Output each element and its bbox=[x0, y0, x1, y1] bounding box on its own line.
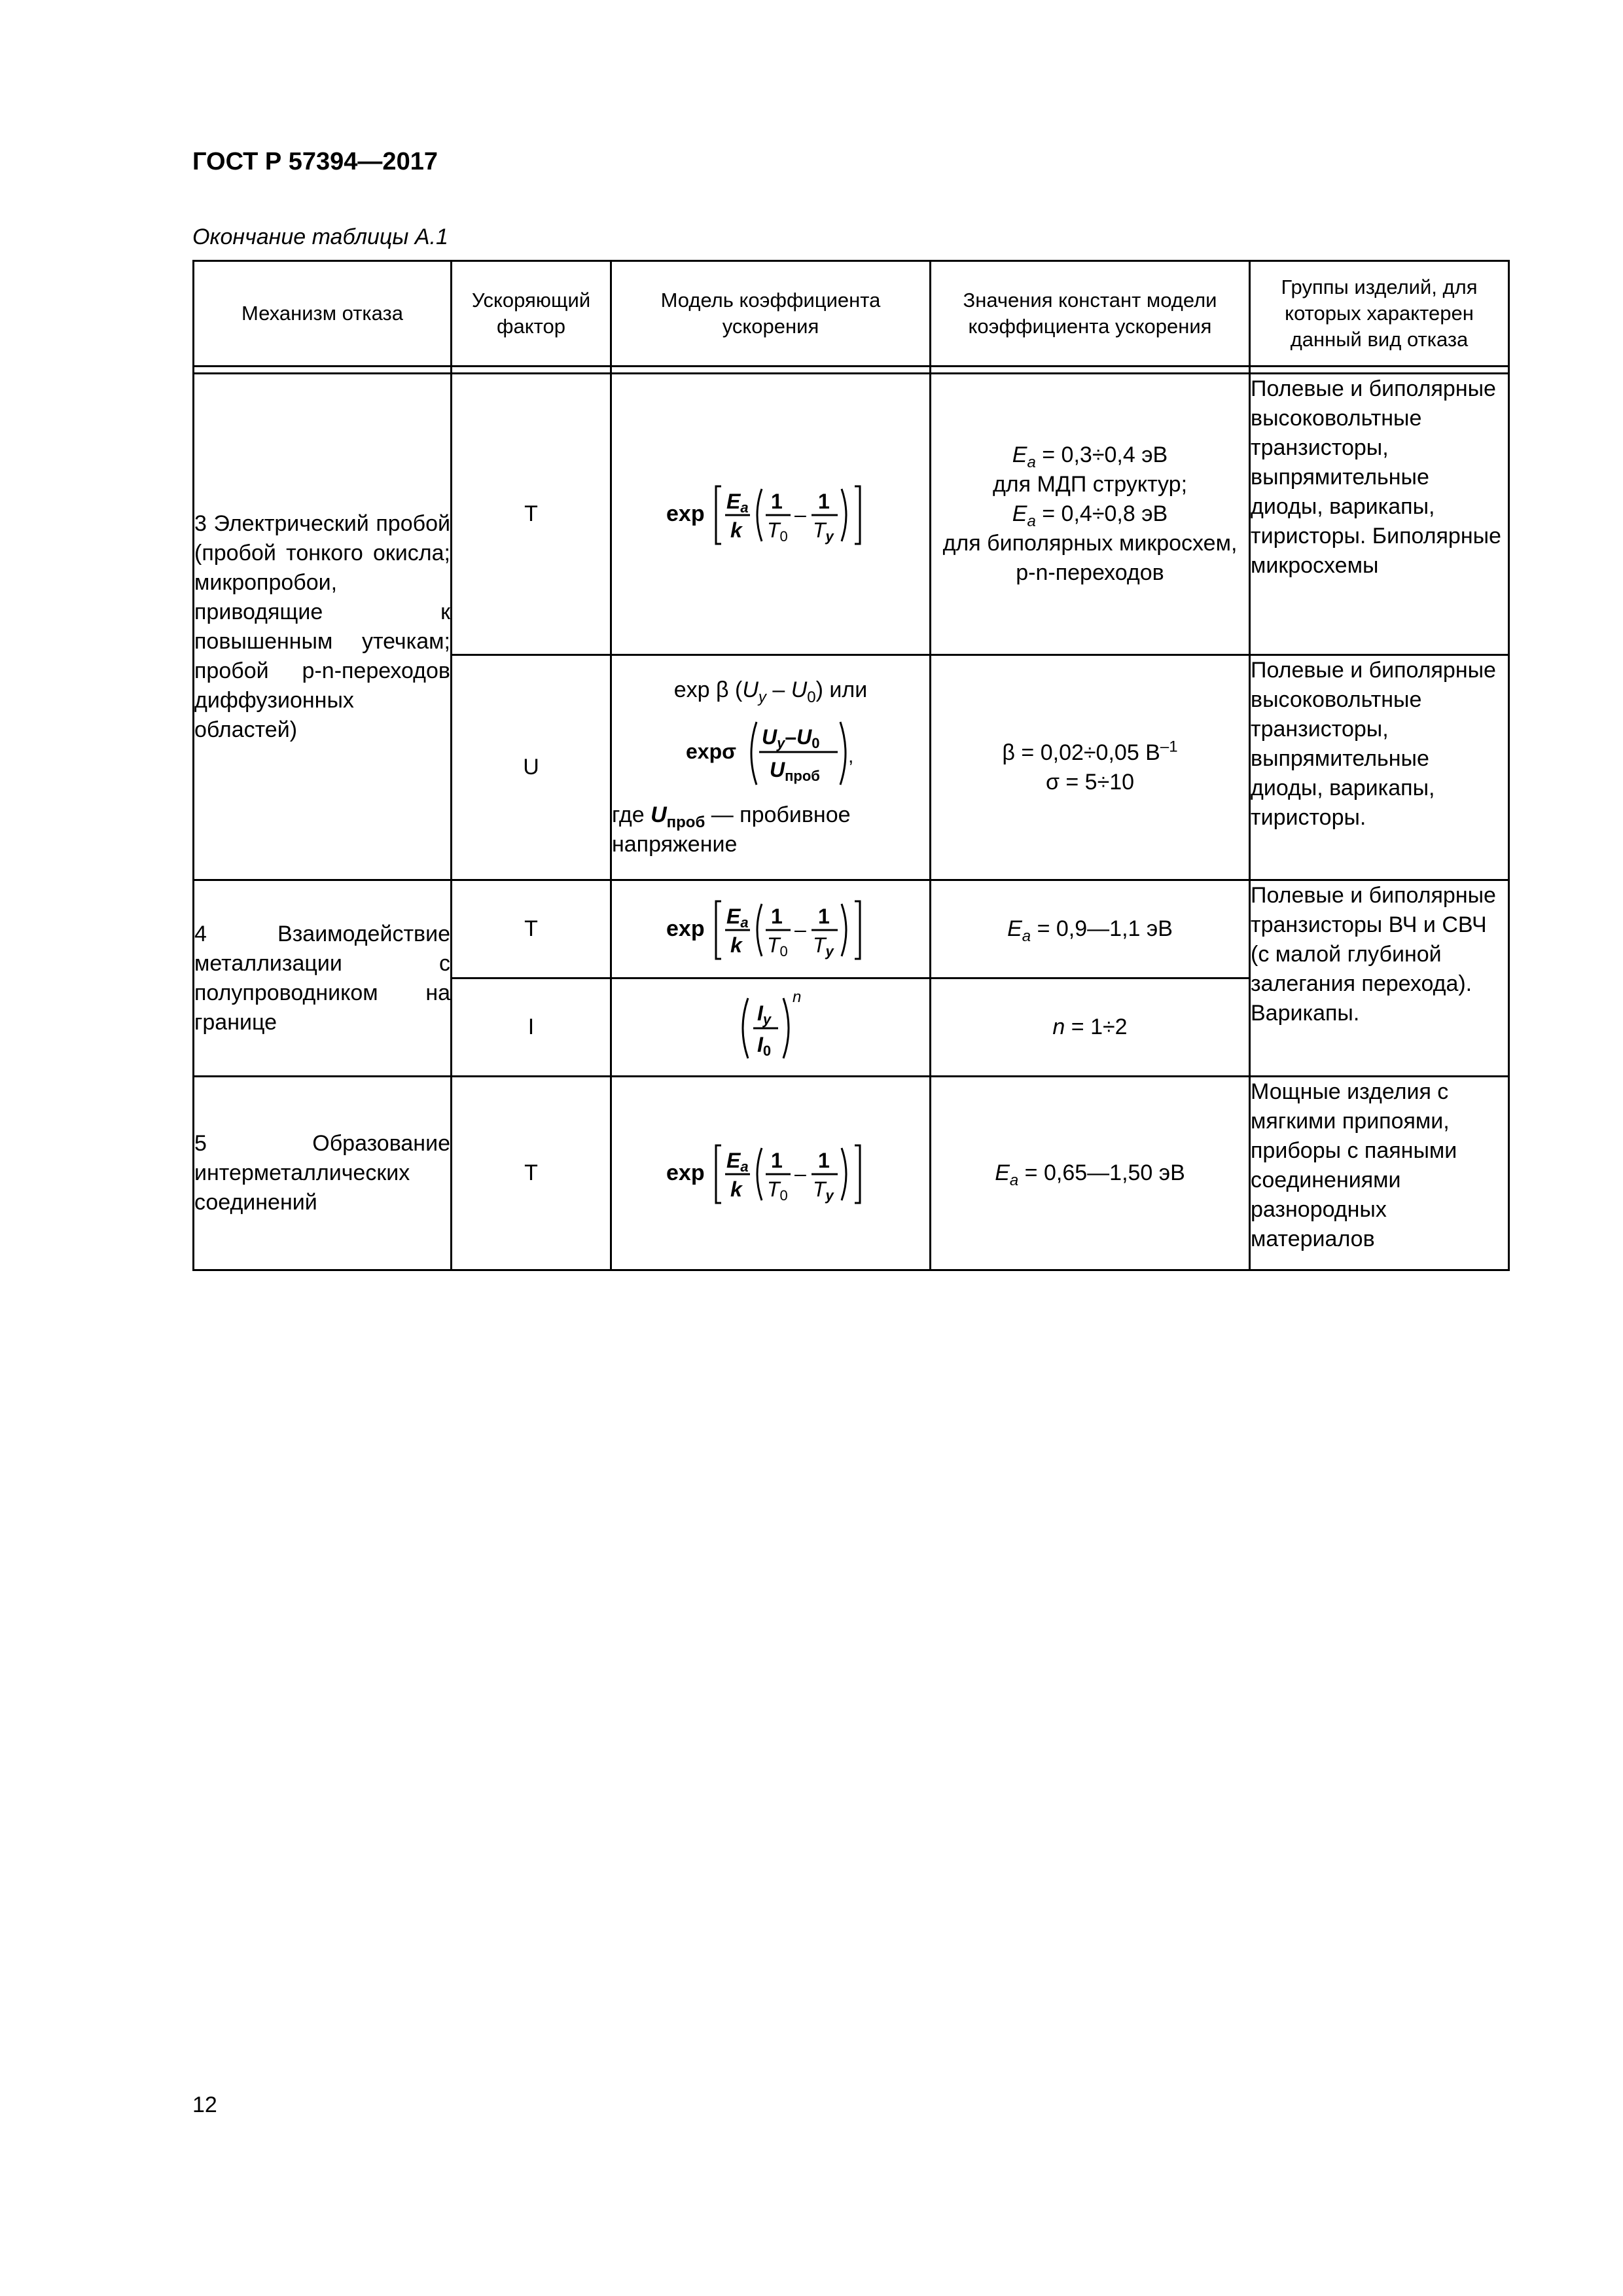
svg-text:Ea: Ea bbox=[726, 1148, 749, 1175]
groups-cell: Полевые и биполярные высоковольтные транзисторы, выпрямительные диоды, варикапы, тиристоры. bbox=[1250, 655, 1509, 880]
model-formula-cell bbox=[611, 880, 931, 978]
svg-text:k: k bbox=[730, 933, 742, 957]
factor-cell: T bbox=[452, 880, 611, 978]
factor-cell: T bbox=[452, 374, 611, 655]
svg-text:exp: exp bbox=[666, 1160, 705, 1185]
groups-cell: Полевые и биполярные высоковольтные транзисторы, выпрямительные диоды, варикапы, тиристоры. Биполярные микросхемы bbox=[1250, 374, 1509, 655]
header-separator bbox=[194, 367, 1509, 374]
table-caption: Окончание таблицы А.1 bbox=[192, 224, 448, 249]
groups-cell: Мощные изделия с мягкими припоями, приборы с паяными соединениями разнородных материалов bbox=[1250, 1077, 1509, 1270]
svg-text:expσ: expσ bbox=[685, 740, 736, 763]
factor-cell: I bbox=[452, 978, 611, 1077]
arrhenius-formula bbox=[666, 472, 876, 557]
svg-text:Uy–U0: Uy–U0 bbox=[761, 725, 820, 751]
svg-text:n: n bbox=[792, 988, 801, 1006]
constants-cell: $E_a = 0,3\div 0,4$ эВ для МДП структур; $E_a = 0,4\div 0,8$ эВ для биполярных микросхем, p-n-переходов bbox=[931, 374, 1250, 655]
acceleration-models-table bbox=[192, 260, 1510, 1271]
svg-text:Uпроб: Uпроб bbox=[769, 758, 820, 784]
svg-text:,: , bbox=[847, 745, 853, 767]
factor-cell: T bbox=[452, 1077, 611, 1270]
mechanism-cell-5: 5 Образование интерметаллических соединений bbox=[194, 1077, 452, 1270]
power-formula bbox=[735, 985, 807, 1070]
column-header-constants: Значения констант модели коэффициента ускорения bbox=[931, 261, 1250, 367]
svg-text:Ty: Ty bbox=[812, 1177, 834, 1204]
table-header-row bbox=[194, 261, 1509, 367]
svg-text:T0: T0 bbox=[766, 933, 788, 960]
svg-text:1: 1 bbox=[770, 489, 783, 513]
arrhenius-formula bbox=[666, 1131, 876, 1216]
svg-text:k: k bbox=[730, 1177, 742, 1201]
constants-cell: β = 0,02÷0,05 $В^{-1}$ σ = 5÷10 bbox=[931, 655, 1250, 880]
mechanism-cell-4: 4 Взаимодействие металлизации с полупроводником на границе bbox=[194, 880, 452, 1077]
table-row bbox=[194, 1077, 1509, 1270]
svg-text:1: 1 bbox=[817, 489, 830, 513]
table-row bbox=[194, 880, 1509, 978]
svg-text:1: 1 bbox=[817, 1148, 830, 1172]
sigma-formula bbox=[686, 710, 856, 795]
model-formula-cell bbox=[611, 978, 931, 1077]
column-header-model: Модель коэффициента ускорения bbox=[611, 261, 931, 367]
svg-text:Ea: Ea bbox=[726, 904, 749, 931]
svg-text:1: 1 bbox=[817, 904, 830, 928]
svg-text:T0: T0 bbox=[766, 1177, 788, 1204]
model-formula-cell: exp β $(U_y - U_0)$ или expσ Uy–U0 Uпроб , где $U_{проб}$ — пробивное напряжение bbox=[611, 655, 931, 880]
svg-text:1: 1 bbox=[770, 1148, 783, 1172]
constants-cell: $E_a$ = 0,65—1,50 эВ bbox=[931, 1077, 1250, 1270]
svg-text:exp: exp bbox=[666, 501, 705, 526]
constants-cell: n = 1÷2 bbox=[931, 978, 1250, 1077]
svg-text:–: – bbox=[794, 917, 806, 941]
column-header-groups: Группы изделий, для которых характерен данный вид отказа bbox=[1250, 261, 1509, 367]
document-code: ГОСТ Р 57394—2017 bbox=[192, 148, 438, 175]
svg-text:exp: exp bbox=[666, 916, 705, 941]
constants-cell: $E_a$ = 0,9—1,1 эВ bbox=[931, 880, 1250, 978]
svg-text:Ty: Ty bbox=[812, 518, 834, 545]
table-row bbox=[194, 374, 1509, 655]
page-number: 12 bbox=[192, 2092, 217, 2117]
svg-text:Iy: Iy bbox=[757, 1001, 771, 1028]
svg-text:T0: T0 bbox=[766, 518, 788, 545]
svg-text:I0: I0 bbox=[757, 1032, 771, 1059]
column-header-factor: Ускоряющий фактор bbox=[452, 261, 611, 367]
model-formula-cell bbox=[611, 374, 931, 655]
svg-text:Ea: Ea bbox=[726, 489, 749, 516]
model-formula-cell bbox=[611, 1077, 931, 1270]
groups-cell: Полевые и биполярные транзисторы ВЧ и СВЧ (с малой глубиной залегания перехода). Варикапы. bbox=[1250, 880, 1509, 1077]
svg-text:–: – bbox=[794, 502, 806, 526]
arrhenius-formula bbox=[666, 887, 876, 972]
svg-text:k: k bbox=[730, 518, 742, 542]
mechanism-cell-3: 3 Электрический пробой (пробой тонкого окисла; микропробои, приводящие к повышенным утечкам; пробой p-n-переходов диффузионных областей) bbox=[194, 374, 452, 880]
factor-cell: U bbox=[452, 655, 611, 880]
svg-text:Ty: Ty bbox=[812, 933, 834, 960]
svg-text:–: – bbox=[794, 1161, 806, 1185]
svg-text:1: 1 bbox=[770, 904, 783, 928]
column-header-mechanism: Механизм отказа bbox=[194, 261, 452, 367]
